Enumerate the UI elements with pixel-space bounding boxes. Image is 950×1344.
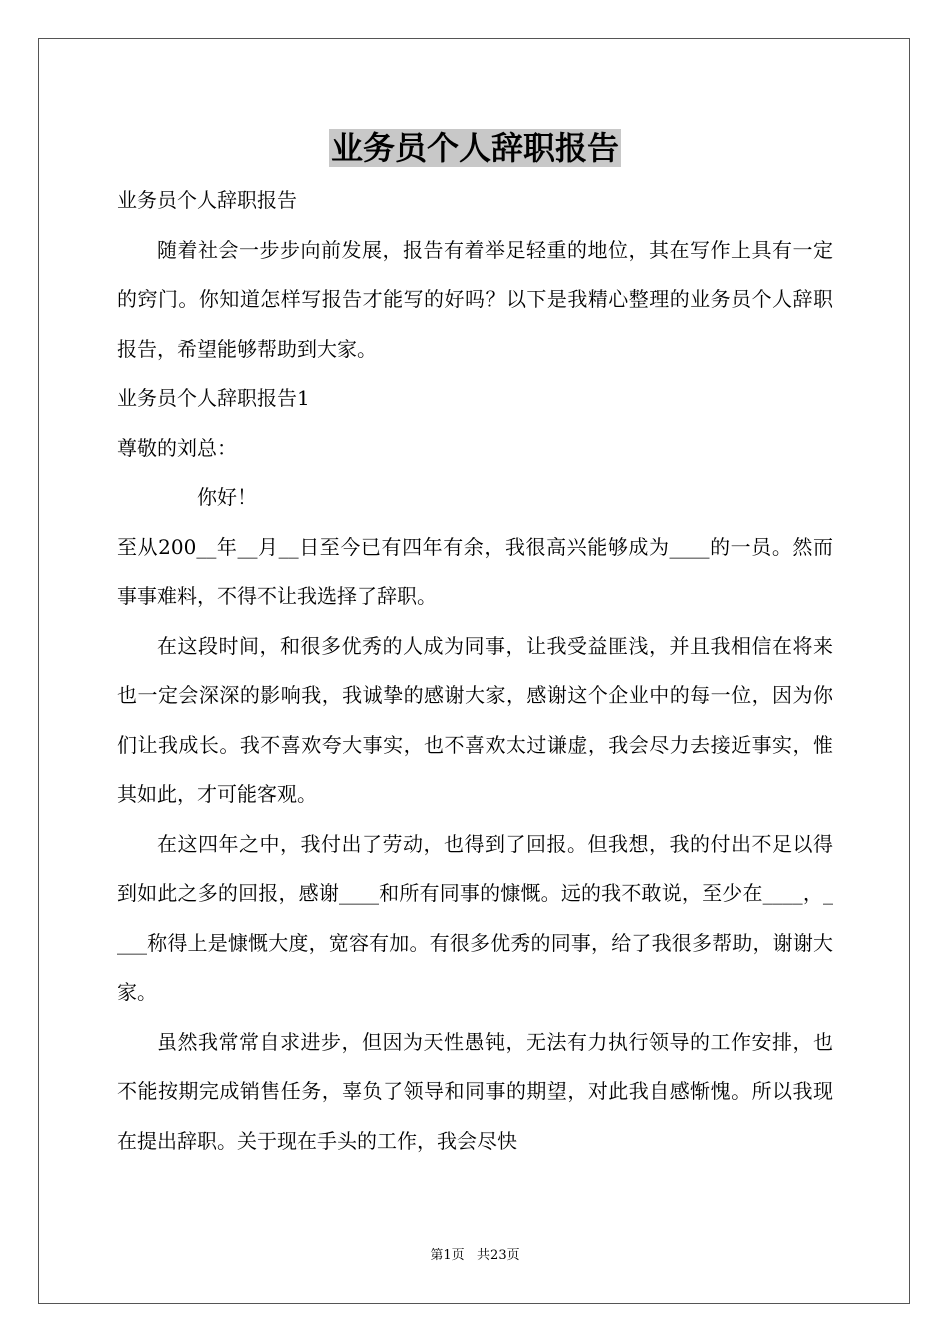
document-title-text: 业务员个人辞职报告 (330, 129, 619, 167)
subtitle-line: 业务员个人辞职报告 (117, 188, 297, 212)
document-body (117, 176, 833, 1166)
body-paragraph: 至从200__年__月__日至今已有四年有余，我很高兴能够成为____的一员。然而事事难料，不得不让我选择了辞职。 (117, 534, 833, 608)
body-paragraph: 虽然我常常自求进步，但因为天性愚钝，无法有力执行领导的工作安排，也不能按期完成销售任务，辜负了领导和同事的期望，对此我自感惭愧。所以我现在提出辞职。关于现在手头的工作，我会尽快 (117, 1029, 833, 1153)
intro-paragraph: 随着社会一步步向前发展，报告有着举足轻重的地位，其在写作上具有一定的窍门。你知道怎样写报告才能写的好吗？以下是我精心整理的业务员个人辞职报告，希望能够帮助到大家。 (117, 237, 833, 361)
page-footer: 第1页 共23页 (430, 1248, 520, 1263)
body-paragraph: 在这四年之中，我付出了劳动，也得到了回报。但我想，我的付出不足以得到如此之多的回报，感谢____和所有同事的慷慨。远的我不敢说，至少在____，____称得上是慷慨大度，宽容有加。有很多优秀的同事，给了我很多帮助，谢谢大家。 (117, 831, 833, 1004)
body-paragraph: 在这段时间，和很多优秀的人成为同事，让我受益匪浅，并且我相信在将来也一定会深深的影响我，我诚挚的感谢大家，感谢这个企业中的每一位，因为你们让我成长。我不喜欢夸大事实，也不喜欢太过谦虚，我会尽力去接近事实，惟其如此，才可能客观。 (117, 633, 833, 806)
greeting: 你好！ (197, 485, 257, 509)
section-heading: 业务员个人辞职报告1 (117, 386, 310, 410)
document-title (0, 124, 950, 172)
salutation: 尊敬的刘总： (117, 435, 237, 460)
